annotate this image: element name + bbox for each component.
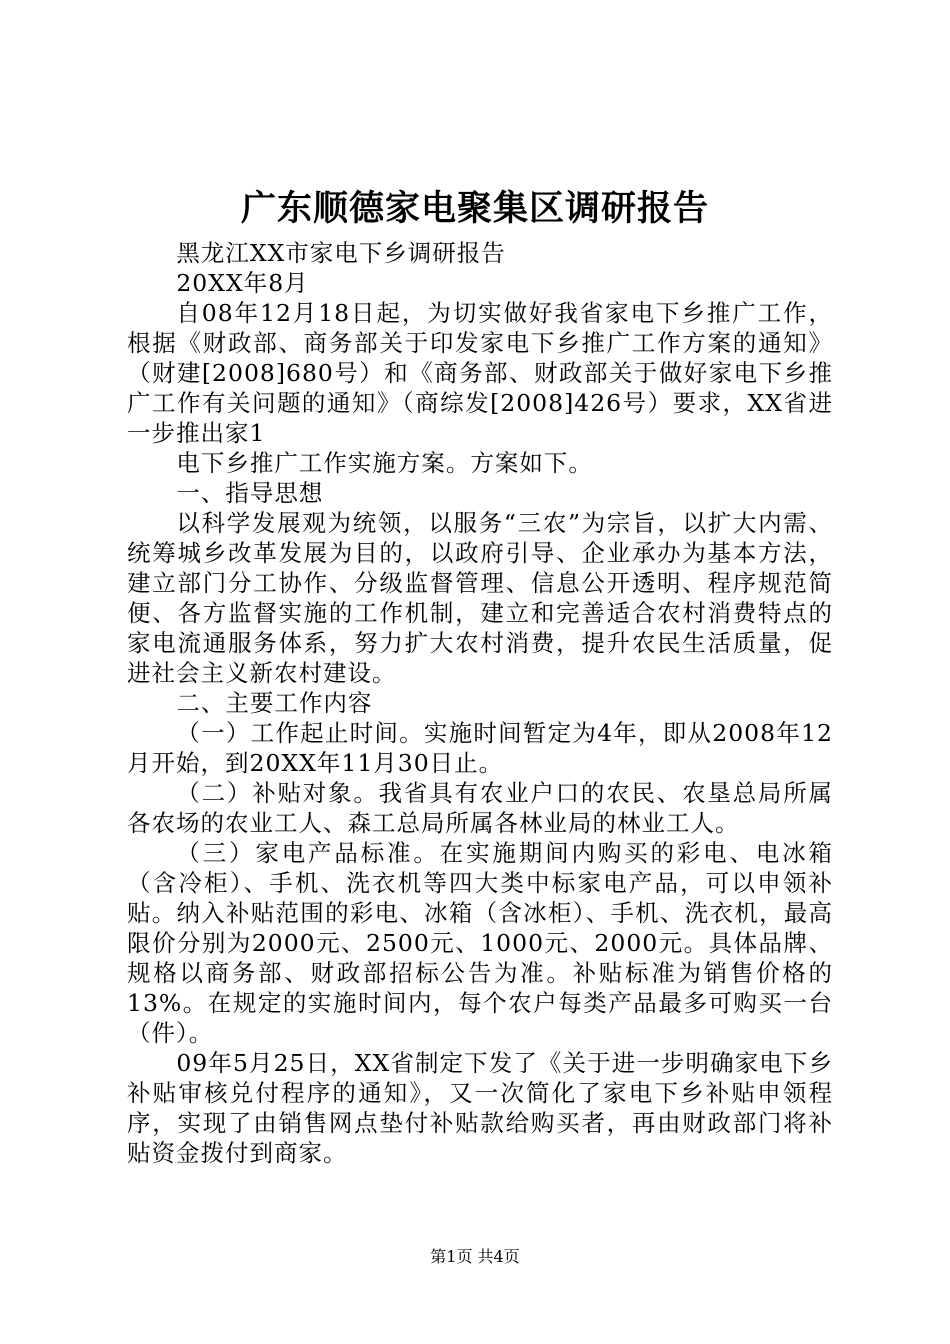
paragraph-procedure: 09年5月25日，XX省制定下发了《关于进一步明确家电下乡补贴审核兑付程序的通知》，又一次简化了家电下乡补贴申领程序，实现了由销售网点垫付补贴款给购买者，再由财政部门将补贴资金拨付到商家。 — [127, 1049, 833, 1167]
paragraph-date: 20XX年8月 — [176, 269, 309, 297]
paragraph-guiding-ideology: 以科学发展观为统领，以服务“三农”为宗旨，以扩大内需、统筹城乡改革发展为目的，以政府引导、企业承办为基本方法，建立部门分工协作、分级监督管理、信息公开透明、程序规范简便、各方监督实施的工作机制，建立和完善适合农村消费特点的家电流通服务体系，努力扩大农村消费，提升农民生活质量，促进社会主义新农村建设。 — [127, 509, 833, 687]
paragraph-plan: 电下乡推广工作实施方案。方案如下。 — [176, 449, 593, 477]
page-indicator: 第1页 共4页 — [430, 1247, 520, 1266]
paragraph-intro: 自08年12月18日起，为切实做好我省家电下乡推广工作，根据《财政部、商务部关于印发家电下乡推广工作方案的通知》（财建[2008]680号）和《商务部、财政部关于做好家电下乡推广工作有关问题的通知》（商综发[2008]426号）要求，XX省进一步推出家1 — [127, 299, 833, 447]
document-title: 广东顺德家电聚集区调研报告 — [240, 188, 709, 229]
document-body — [127, 238, 833, 1168]
heading-main-work: 二、主要工作内容 — [176, 689, 373, 717]
heading-guiding-ideology: 一、指导思想 — [176, 479, 324, 507]
paragraph-subtitle: 黑龙江XX市家电下乡调研报告 — [176, 239, 506, 267]
paragraph-subsidy-target: （二）补贴对象。我省具有农业户口的农民、农垦总局所属各农场的农业工人、森工总局所属各林业局的林业工人。 — [127, 779, 833, 837]
paragraph-product-standard: （三）家电产品标准。在实施期间内购买的彩电、电冰箱（含冷柜）、手机、洗衣机等四大类中标家电产品，可以申领补贴。纳入补贴范围的彩电、冰箱（含冰柜）、手机、洗衣机，最高限价分别为2000元、2500元、1000元、2000元。具体品牌、规格以商务部、财政部招标公告为准。补贴标准为销售价格的13%。在规定的实施时间内，每个农户每类产品最多可购买一台（件）。 — [127, 839, 833, 1047]
paragraph-work-period: （一）工作起止时间。实施时间暂定为4年，即从2008年12月开始，到20XX年11月30日止。 — [127, 719, 833, 777]
